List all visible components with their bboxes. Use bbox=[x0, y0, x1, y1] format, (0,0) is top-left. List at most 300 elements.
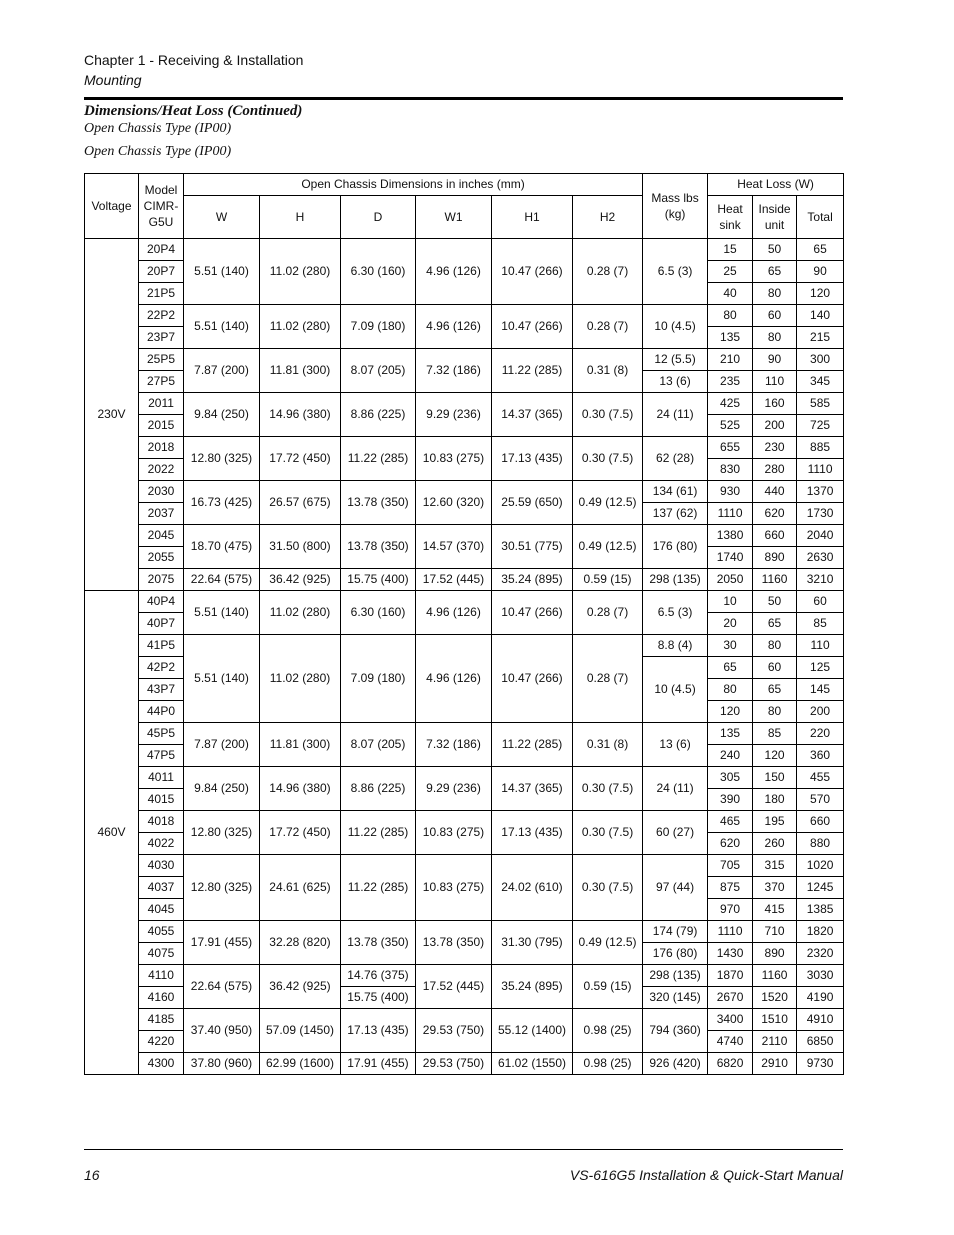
h2-header: H2 bbox=[573, 196, 643, 239]
h2-cell: 0.28 (7) bbox=[573, 239, 643, 305]
subtitle: Open Chassis Type (IP00) bbox=[84, 121, 232, 136]
h1-cell: 24.02 (610) bbox=[492, 855, 573, 921]
w1-cell: 7.32 (186) bbox=[416, 723, 492, 767]
h-cell: 31.50 (800) bbox=[260, 525, 341, 569]
inside-unit-cell: 90 bbox=[753, 349, 797, 371]
h-cell: 11.81 (300) bbox=[260, 723, 341, 767]
heat-sink-cell: 135 bbox=[708, 723, 753, 745]
w-cell: 18.70 (475) bbox=[184, 525, 260, 569]
d-cell: 7.09 (180) bbox=[341, 635, 416, 723]
table-row bbox=[85, 855, 844, 877]
mass-cell: 8.8 (4) bbox=[643, 635, 708, 657]
w1-header: W1 bbox=[416, 196, 492, 239]
table-row bbox=[85, 569, 844, 591]
model-cell: 4022 bbox=[139, 833, 184, 855]
total-cell: 9730 bbox=[797, 1053, 844, 1075]
d-cell: 13.78 (350) bbox=[341, 525, 416, 569]
model-cell: 22P2 bbox=[139, 305, 184, 327]
h2-cell: 0.49 (12.5) bbox=[573, 481, 643, 525]
table-row bbox=[85, 437, 844, 459]
inside-unit-cell: 150 bbox=[753, 767, 797, 789]
d-header: D bbox=[341, 196, 416, 239]
inside-unit-cell: 710 bbox=[753, 921, 797, 943]
heat-sink-cell: 80 bbox=[708, 305, 753, 327]
heat-sink-cell: 655 bbox=[708, 437, 753, 459]
h-cell: 57.09 (1450) bbox=[260, 1009, 341, 1053]
heat-sink-cell: 120 bbox=[708, 701, 753, 723]
total-cell: 215 bbox=[797, 327, 844, 349]
inside-unit-cell: 620 bbox=[753, 503, 797, 525]
mass-cell: 24 (11) bbox=[643, 767, 708, 811]
model-cell: 42P2 bbox=[139, 657, 184, 679]
model-cell: 4011 bbox=[139, 767, 184, 789]
h1-cell: 10.47 (266) bbox=[492, 591, 573, 635]
heat-sink-cell: 65 bbox=[708, 657, 753, 679]
model-cell: 4037 bbox=[139, 877, 184, 899]
total-cell: 1730 bbox=[797, 503, 844, 525]
w-cell: 22.64 (575) bbox=[184, 965, 260, 1009]
model-cell: 47P5 bbox=[139, 745, 184, 767]
total-cell: 200 bbox=[797, 701, 844, 723]
h1-cell: 14.37 (365) bbox=[492, 767, 573, 811]
w-cell: 16.73 (425) bbox=[184, 481, 260, 525]
total-cell: 120 bbox=[797, 283, 844, 305]
model-cell: 41P5 bbox=[139, 635, 184, 657]
total-cell: 360 bbox=[797, 745, 844, 767]
subtitle: Open Chassis Type (IP00) bbox=[84, 144, 232, 159]
w1-cell: 4.96 (126) bbox=[416, 305, 492, 349]
h-header: H bbox=[260, 196, 341, 239]
heat-sink-header: Heat sink bbox=[708, 196, 753, 239]
total-cell: 2630 bbox=[797, 547, 844, 569]
table-body bbox=[85, 239, 844, 1075]
table-row bbox=[85, 965, 844, 987]
inside-unit-header: Inside unit bbox=[753, 196, 797, 239]
h2-cell: 0.49 (12.5) bbox=[573, 921, 643, 965]
heat-sink-cell: 390 bbox=[708, 789, 753, 811]
w-cell: 9.84 (250) bbox=[184, 393, 260, 437]
page-number: 16 bbox=[84, 1167, 100, 1183]
h1-cell: 14.37 (365) bbox=[492, 393, 573, 437]
inside-unit-cell: 50 bbox=[753, 591, 797, 613]
model-cell: 2030 bbox=[139, 481, 184, 503]
dimensions-heat-loss-table bbox=[84, 173, 844, 1075]
heat-sink-cell: 210 bbox=[708, 349, 753, 371]
w-cell: 5.51 (140) bbox=[184, 239, 260, 305]
h2-cell: 0.59 (15) bbox=[573, 965, 643, 1009]
total-cell: 6850 bbox=[797, 1031, 844, 1053]
w1-cell: 9.29 (236) bbox=[416, 393, 492, 437]
w-cell: 22.64 (575) bbox=[184, 569, 260, 591]
mass-cell: 10 (4.5) bbox=[643, 305, 708, 349]
total-cell: 300 bbox=[797, 349, 844, 371]
d-cell: 17.91 (455) bbox=[341, 1053, 416, 1075]
h-cell: 11.81 (300) bbox=[260, 349, 341, 393]
model-cell: 4185 bbox=[139, 1009, 184, 1031]
total-cell: 1385 bbox=[797, 899, 844, 921]
w-cell: 37.80 (960) bbox=[184, 1053, 260, 1075]
model-cell: 43P7 bbox=[139, 679, 184, 701]
inside-unit-cell: 660 bbox=[753, 525, 797, 547]
total-cell: 880 bbox=[797, 833, 844, 855]
model-cell: 27P5 bbox=[139, 371, 184, 393]
table-row bbox=[85, 921, 844, 943]
h2-cell: 0.59 (15) bbox=[573, 569, 643, 591]
w-cell: 5.51 (140) bbox=[184, 305, 260, 349]
w1-cell: 29.53 (750) bbox=[416, 1009, 492, 1053]
inside-unit-cell: 315 bbox=[753, 855, 797, 877]
inside-unit-cell: 1160 bbox=[753, 569, 797, 591]
h1-cell: 17.13 (435) bbox=[492, 811, 573, 855]
model-cell: 4110 bbox=[139, 965, 184, 987]
total-cell: 1110 bbox=[797, 459, 844, 481]
heat-sink-cell: 305 bbox=[708, 767, 753, 789]
w1-cell: 13.78 (350) bbox=[416, 921, 492, 965]
heat-sink-cell: 30 bbox=[708, 635, 753, 657]
d-cell: 14.76 (375) bbox=[341, 965, 416, 987]
mass-cell: 134 (61) bbox=[643, 481, 708, 503]
heat-sink-cell: 970 bbox=[708, 899, 753, 921]
inside-unit-cell: 1520 bbox=[753, 987, 797, 1009]
d-cell: 7.09 (180) bbox=[341, 305, 416, 349]
model-cell: 45P5 bbox=[139, 723, 184, 745]
w-cell: 5.51 (140) bbox=[184, 635, 260, 723]
total-cell: 85 bbox=[797, 613, 844, 635]
h-cell: 14.96 (380) bbox=[260, 767, 341, 811]
inside-unit-cell: 65 bbox=[753, 261, 797, 283]
h1-cell: 30.51 (775) bbox=[492, 525, 573, 569]
total-header: Total bbox=[797, 196, 844, 239]
h1-cell: 10.47 (266) bbox=[492, 635, 573, 723]
inside-unit-cell: 65 bbox=[753, 679, 797, 701]
d-cell: 11.22 (285) bbox=[341, 437, 416, 481]
inside-unit-cell: 80 bbox=[753, 635, 797, 657]
inside-unit-cell: 160 bbox=[753, 393, 797, 415]
total-cell: 90 bbox=[797, 261, 844, 283]
w1-cell: 10.83 (275) bbox=[416, 437, 492, 481]
model-cell: 2018 bbox=[139, 437, 184, 459]
model-cell: 2055 bbox=[139, 547, 184, 569]
h2-cell: 0.30 (7.5) bbox=[573, 855, 643, 921]
w1-cell: 12.60 (320) bbox=[416, 481, 492, 525]
table-row bbox=[85, 1053, 844, 1075]
w1-cell: 4.96 (126) bbox=[416, 635, 492, 723]
h1-cell: 31.30 (795) bbox=[492, 921, 573, 965]
inside-unit-cell: 2910 bbox=[753, 1053, 797, 1075]
h1-cell: 11.22 (285) bbox=[492, 349, 573, 393]
heat-sink-cell: 1430 bbox=[708, 943, 753, 965]
model-cell: 2011 bbox=[139, 393, 184, 415]
h-cell: 11.02 (280) bbox=[260, 591, 341, 635]
model-header-text: Model CIMR-G5U bbox=[143, 182, 179, 230]
voltage-cell: 230V bbox=[85, 239, 139, 591]
h2-cell: 0.28 (7) bbox=[573, 305, 643, 349]
heat-sink-cell: 930 bbox=[708, 481, 753, 503]
h-cell: 24.61 (625) bbox=[260, 855, 341, 921]
model-cell: 23P7 bbox=[139, 327, 184, 349]
inside-unit-cell: 200 bbox=[753, 415, 797, 437]
h1-cell: 10.47 (266) bbox=[492, 305, 573, 349]
mass-cell: 13 (6) bbox=[643, 371, 708, 393]
d-cell: 15.75 (400) bbox=[341, 569, 416, 591]
w-cell: 5.51 (140) bbox=[184, 591, 260, 635]
heat-sink-cell: 875 bbox=[708, 877, 753, 899]
total-cell: 3030 bbox=[797, 965, 844, 987]
d-cell: 11.22 (285) bbox=[341, 855, 416, 921]
chapter-heading: Chapter 1 - Receiving & Installation bbox=[84, 52, 304, 68]
h-cell: 62.99 (1600) bbox=[260, 1053, 341, 1075]
model-cell: 2075 bbox=[139, 569, 184, 591]
total-cell: 1370 bbox=[797, 481, 844, 503]
w1-cell: 4.96 (126) bbox=[416, 591, 492, 635]
total-cell: 60 bbox=[797, 591, 844, 613]
heat-sink-cell: 2670 bbox=[708, 987, 753, 1009]
h2-cell: 0.49 (12.5) bbox=[573, 525, 643, 569]
model-cell: 4075 bbox=[139, 943, 184, 965]
inside-unit-cell: 120 bbox=[753, 745, 797, 767]
page-title: Dimensions/Heat Loss (Continued) bbox=[84, 103, 303, 119]
h1-cell: 17.13 (435) bbox=[492, 437, 573, 481]
model-cell: 21P5 bbox=[139, 283, 184, 305]
d-cell: 6.30 (160) bbox=[341, 239, 416, 305]
total-cell: 2040 bbox=[797, 525, 844, 547]
mass-cell: 174 (79) bbox=[643, 921, 708, 943]
table-row bbox=[85, 723, 844, 745]
mass-cell: 176 (80) bbox=[643, 943, 708, 965]
d-cell: 11.22 (285) bbox=[341, 811, 416, 855]
total-cell: 570 bbox=[797, 789, 844, 811]
total-cell: 3210 bbox=[797, 569, 844, 591]
h-cell: 11.02 (280) bbox=[260, 239, 341, 305]
model-header bbox=[139, 174, 184, 239]
heat-sink-cell: 465 bbox=[708, 811, 753, 833]
inside-unit-cell: 60 bbox=[753, 305, 797, 327]
heat-sink-cell: 1870 bbox=[708, 965, 753, 987]
model-cell: 40P7 bbox=[139, 613, 184, 635]
h-cell: 17.72 (450) bbox=[260, 437, 341, 481]
table-row bbox=[85, 481, 844, 503]
h1-cell: 25.59 (650) bbox=[492, 481, 573, 525]
total-cell: 1820 bbox=[797, 921, 844, 943]
table-row bbox=[85, 811, 844, 833]
d-cell: 8.86 (225) bbox=[341, 767, 416, 811]
model-cell: 20P4 bbox=[139, 239, 184, 261]
table-row bbox=[85, 393, 844, 415]
mass-cell: 176 (80) bbox=[643, 525, 708, 569]
model-cell: 40P4 bbox=[139, 591, 184, 613]
table-row bbox=[85, 1009, 844, 1031]
dimensions-group-header: Open Chassis Dimensions in inches (mm) bbox=[184, 174, 643, 196]
heat-sink-cell: 1110 bbox=[708, 503, 753, 525]
mass-cell: 12 (5.5) bbox=[643, 349, 708, 371]
mass-cell: 320 (145) bbox=[643, 987, 708, 1009]
total-cell: 660 bbox=[797, 811, 844, 833]
total-cell: 885 bbox=[797, 437, 844, 459]
w-cell: 7.87 (200) bbox=[184, 349, 260, 393]
mass-cell: 137 (62) bbox=[643, 503, 708, 525]
total-cell: 2320 bbox=[797, 943, 844, 965]
heat-sink-cell: 235 bbox=[708, 371, 753, 393]
model-cell: 4220 bbox=[139, 1031, 184, 1053]
heat-sink-cell: 1110 bbox=[708, 921, 753, 943]
h-cell: 11.02 (280) bbox=[260, 305, 341, 349]
mass-cell: 60 (27) bbox=[643, 811, 708, 855]
total-cell: 220 bbox=[797, 723, 844, 745]
h-cell: 32.28 (820) bbox=[260, 921, 341, 965]
inside-unit-cell: 260 bbox=[753, 833, 797, 855]
table-row bbox=[85, 305, 844, 327]
w-header: W bbox=[184, 196, 260, 239]
h2-cell: 0.28 (7) bbox=[573, 591, 643, 635]
inside-unit-cell: 1510 bbox=[753, 1009, 797, 1031]
total-cell: 345 bbox=[797, 371, 844, 393]
table-row bbox=[85, 239, 844, 261]
h1-cell: 10.47 (266) bbox=[492, 239, 573, 305]
heat-sink-cell: 6820 bbox=[708, 1053, 753, 1075]
total-cell: 110 bbox=[797, 635, 844, 657]
inside-unit-cell: 80 bbox=[753, 283, 797, 305]
inside-unit-cell: 415 bbox=[753, 899, 797, 921]
heat-sink-cell: 2050 bbox=[708, 569, 753, 591]
w1-cell: 17.52 (445) bbox=[416, 569, 492, 591]
heat-sink-cell: 135 bbox=[708, 327, 753, 349]
table-row bbox=[85, 591, 844, 613]
total-cell: 125 bbox=[797, 657, 844, 679]
w1-cell: 9.29 (236) bbox=[416, 767, 492, 811]
d-cell: 8.07 (205) bbox=[341, 349, 416, 393]
model-cell: 2022 bbox=[139, 459, 184, 481]
model-cell: 2037 bbox=[139, 503, 184, 525]
inside-unit-cell: 890 bbox=[753, 547, 797, 569]
total-cell: 585 bbox=[797, 393, 844, 415]
total-cell: 140 bbox=[797, 305, 844, 327]
heat-sink-cell: 25 bbox=[708, 261, 753, 283]
h2-cell: 0.28 (7) bbox=[573, 635, 643, 723]
h-cell: 26.57 (675) bbox=[260, 481, 341, 525]
model-cell: 4160 bbox=[139, 987, 184, 1009]
manual-title: VS-616G5 Installation & Quick-Start Manual bbox=[569, 1167, 843, 1183]
w1-cell: 29.53 (750) bbox=[416, 1053, 492, 1075]
inside-unit-cell: 80 bbox=[753, 701, 797, 723]
h2-cell: 0.98 (25) bbox=[573, 1009, 643, 1053]
w-cell: 12.80 (325) bbox=[184, 437, 260, 481]
h2-cell: 0.30 (7.5) bbox=[573, 811, 643, 855]
h2-cell: 0.31 (8) bbox=[573, 723, 643, 767]
w-cell: 12.80 (325) bbox=[184, 811, 260, 855]
total-cell: 1245 bbox=[797, 877, 844, 899]
mass-cell: 6.5 (3) bbox=[643, 591, 708, 635]
total-cell: 65 bbox=[797, 239, 844, 261]
h2-cell: 0.98 (25) bbox=[573, 1053, 643, 1075]
mass-cell: 926 (420) bbox=[643, 1053, 708, 1075]
h1-header: H1 bbox=[492, 196, 573, 239]
heat-sink-cell: 525 bbox=[708, 415, 753, 437]
heat-sink-cell: 620 bbox=[708, 833, 753, 855]
table-row bbox=[85, 349, 844, 371]
h1-cell: 55.12 (1400) bbox=[492, 1009, 573, 1053]
mass-cell: 97 (44) bbox=[643, 855, 708, 921]
mass-cell: 794 (360) bbox=[643, 1009, 708, 1053]
d-cell: 13.78 (350) bbox=[341, 481, 416, 525]
h-cell: 36.42 (925) bbox=[260, 965, 341, 1009]
w-cell: 37.40 (950) bbox=[184, 1009, 260, 1053]
h2-cell: 0.30 (7.5) bbox=[573, 767, 643, 811]
w1-cell: 7.32 (186) bbox=[416, 349, 492, 393]
heat-sink-cell: 10 bbox=[708, 591, 753, 613]
w1-cell: 14.57 (370) bbox=[416, 525, 492, 569]
mass-cell: 24 (11) bbox=[643, 393, 708, 437]
heat-loss-group-header: Heat Loss (W) bbox=[708, 174, 844, 196]
heat-sink-cell: 1740 bbox=[708, 547, 753, 569]
model-cell: 4055 bbox=[139, 921, 184, 943]
d-cell: 8.07 (205) bbox=[341, 723, 416, 767]
inside-unit-cell: 370 bbox=[753, 877, 797, 899]
total-cell: 455 bbox=[797, 767, 844, 789]
h-cell: 17.72 (450) bbox=[260, 811, 341, 855]
model-cell: 4018 bbox=[139, 811, 184, 833]
inside-unit-cell: 280 bbox=[753, 459, 797, 481]
heat-sink-cell: 20 bbox=[708, 613, 753, 635]
w-cell: 17.91 (455) bbox=[184, 921, 260, 965]
heat-sink-cell: 80 bbox=[708, 679, 753, 701]
model-cell: 20P7 bbox=[139, 261, 184, 283]
w-cell: 9.84 (250) bbox=[184, 767, 260, 811]
section-heading: Mounting bbox=[84, 72, 142, 88]
h-cell: 14.96 (380) bbox=[260, 393, 341, 437]
heat-sink-cell: 1380 bbox=[708, 525, 753, 547]
inside-unit-cell: 2110 bbox=[753, 1031, 797, 1053]
h-cell: 36.42 (925) bbox=[260, 569, 341, 591]
h2-cell: 0.30 (7.5) bbox=[573, 437, 643, 481]
d-cell: 17.13 (435) bbox=[341, 1009, 416, 1053]
d-cell: 13.78 (350) bbox=[341, 921, 416, 965]
h2-cell: 0.30 (7.5) bbox=[573, 393, 643, 437]
model-cell: 2015 bbox=[139, 415, 184, 437]
model-cell: 2045 bbox=[139, 525, 184, 547]
inside-unit-cell: 65 bbox=[753, 613, 797, 635]
mass-cell: 298 (135) bbox=[643, 569, 708, 591]
inside-unit-cell: 85 bbox=[753, 723, 797, 745]
total-cell: 1020 bbox=[797, 855, 844, 877]
table-row bbox=[85, 525, 844, 547]
inside-unit-cell: 230 bbox=[753, 437, 797, 459]
footer-rule bbox=[84, 1149, 843, 1150]
inside-unit-cell: 110 bbox=[753, 371, 797, 393]
h1-cell: 61.02 (1550) bbox=[492, 1053, 573, 1075]
mass-cell: 6.5 (3) bbox=[643, 239, 708, 305]
inside-unit-cell: 50 bbox=[753, 239, 797, 261]
d-cell: 8.86 (225) bbox=[341, 393, 416, 437]
w1-cell: 4.96 (126) bbox=[416, 239, 492, 305]
d-cell: 6.30 (160) bbox=[341, 591, 416, 635]
inside-unit-cell: 440 bbox=[753, 481, 797, 503]
model-cell: 4030 bbox=[139, 855, 184, 877]
total-cell: 4910 bbox=[797, 1009, 844, 1031]
total-cell: 145 bbox=[797, 679, 844, 701]
voltage-header: Voltage bbox=[85, 174, 139, 239]
h-cell: 11.02 (280) bbox=[260, 635, 341, 723]
w1-cell: 10.83 (275) bbox=[416, 811, 492, 855]
heat-sink-cell: 40 bbox=[708, 283, 753, 305]
d-cell: 15.75 (400) bbox=[341, 987, 416, 1009]
inside-unit-cell: 80 bbox=[753, 327, 797, 349]
inside-unit-cell: 180 bbox=[753, 789, 797, 811]
inside-unit-cell: 60 bbox=[753, 657, 797, 679]
mass-cell: 298 (135) bbox=[643, 965, 708, 987]
heat-sink-cell: 705 bbox=[708, 855, 753, 877]
inside-unit-cell: 195 bbox=[753, 811, 797, 833]
table-row bbox=[85, 767, 844, 789]
